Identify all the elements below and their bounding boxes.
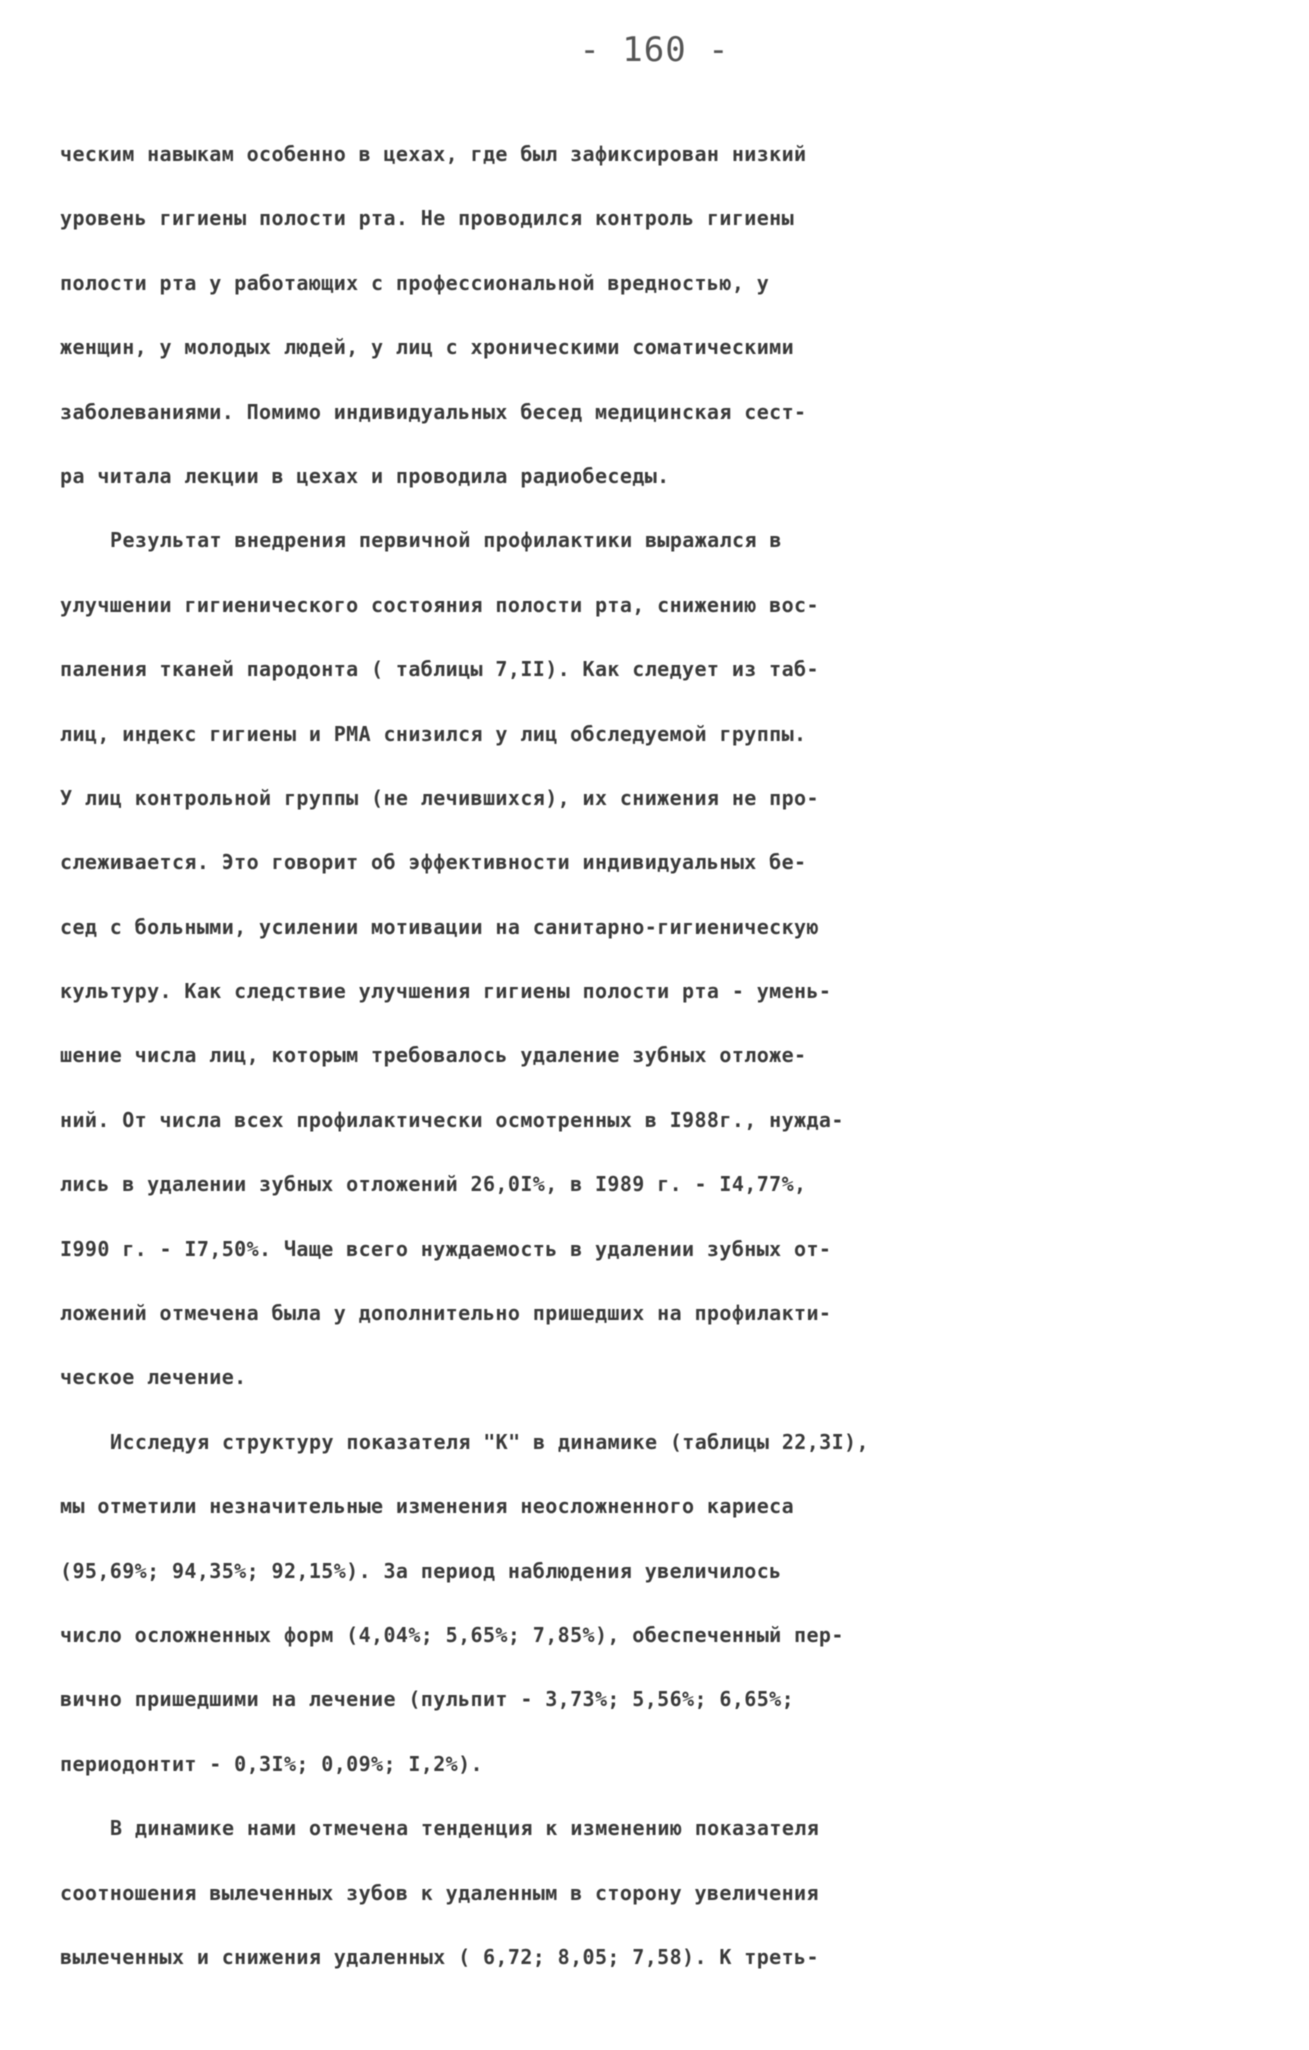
text-line: слеживается. Это говорит об эффективности индивидуальных бе- <box>60 850 807 875</box>
text-line: улучшении гигиенического состояния полости рта, снижению вос- <box>60 592 819 617</box>
text-line: шение числа лиц, которым требовалось удаление зубных отложе- <box>60 1043 807 1068</box>
text-line: I990 г. - I7,50%. Чаще всего нуждаемость в удалении зубных от- <box>60 1236 832 1261</box>
text-line: уровень гигиены полости рта. Не проводился контроль гигиены <box>60 206 795 231</box>
text-line: сед с больными, усилении мотивации на санитарно-гигиеническую <box>60 914 819 939</box>
text-line: мы отметили незначительные изменения неосложненного кариеса <box>60 1494 795 1519</box>
text-line: полости рта у работающих с профессиональной вредностью, у <box>60 270 770 295</box>
text-line: Исследуя структуру показателя "К" в динамике (таблицы 22,3I), <box>110 1429 869 1454</box>
text-line: культуру. Как следствие улучшения гигиены полости рта - умень- <box>60 979 832 1004</box>
text-line: лись в удалении зубных отложений 26,0I%, в I989 г. - I4,77%, <box>60 1172 807 1197</box>
text-line: лиц, индекс гигиены и РМА снизился у лиц обследуемой группы. <box>60 721 807 746</box>
text-body <box>60 122 1260 1989</box>
text-line: (95,69%; 94,35%; 92,15%). За период наблюдения увеличилось <box>60 1558 782 1583</box>
text-line: ческое лечение. <box>60 1365 247 1390</box>
text-line: паления тканей пародонта ( таблицы 7,II). Как следует из таб- <box>60 657 819 682</box>
text-line: вылеченных и снижения удаленных ( 6,72; 8,05; 7,58). К треть- <box>60 1944 819 1969</box>
text-line: ложений отмечена была у дополнительно пришедших на профилакти- <box>60 1301 832 1326</box>
page-number: - 160 - <box>579 30 730 70</box>
text-line: женщин, у молодых людей, у лиц с хроническими соматическими <box>60 335 795 360</box>
text-line: ра читала лекции в цехах и проводила радиобеседы. <box>60 463 670 488</box>
text-line: ний. От числа всех профилактически осмотренных в I988г., нужда- <box>60 1107 844 1132</box>
text-line: У лиц контрольной группы (не лечившихся), их снижения не про- <box>60 785 819 810</box>
text-line: заболеваниями. Помимо индивидуальных бесед медицинская сест- <box>60 399 807 424</box>
text-line: периодонтит - 0,3I%; 0,09%; I,2%). <box>60 1751 483 1776</box>
text-line: соотношения вылеченных зубов к удаленным в сторону увеличения <box>60 1880 819 1905</box>
text-line: Результат внедрения первичной профилактики выражался в <box>110 528 782 553</box>
text-line: число осложненных форм (4,04%; 5,65%; 7,85%), обеспеченный пер- <box>60 1622 844 1647</box>
text-line: вично пришедшими на лечение (пульпит - 3,73%; 5,56%; 6,65%; <box>60 1687 795 1712</box>
text-line: ческим навыкам особенно в цехах, где был зафиксирован низкий <box>60 142 807 166</box>
text-line: В динамике нами отмечена тенденция к изменению показателя <box>110 1816 820 1841</box>
